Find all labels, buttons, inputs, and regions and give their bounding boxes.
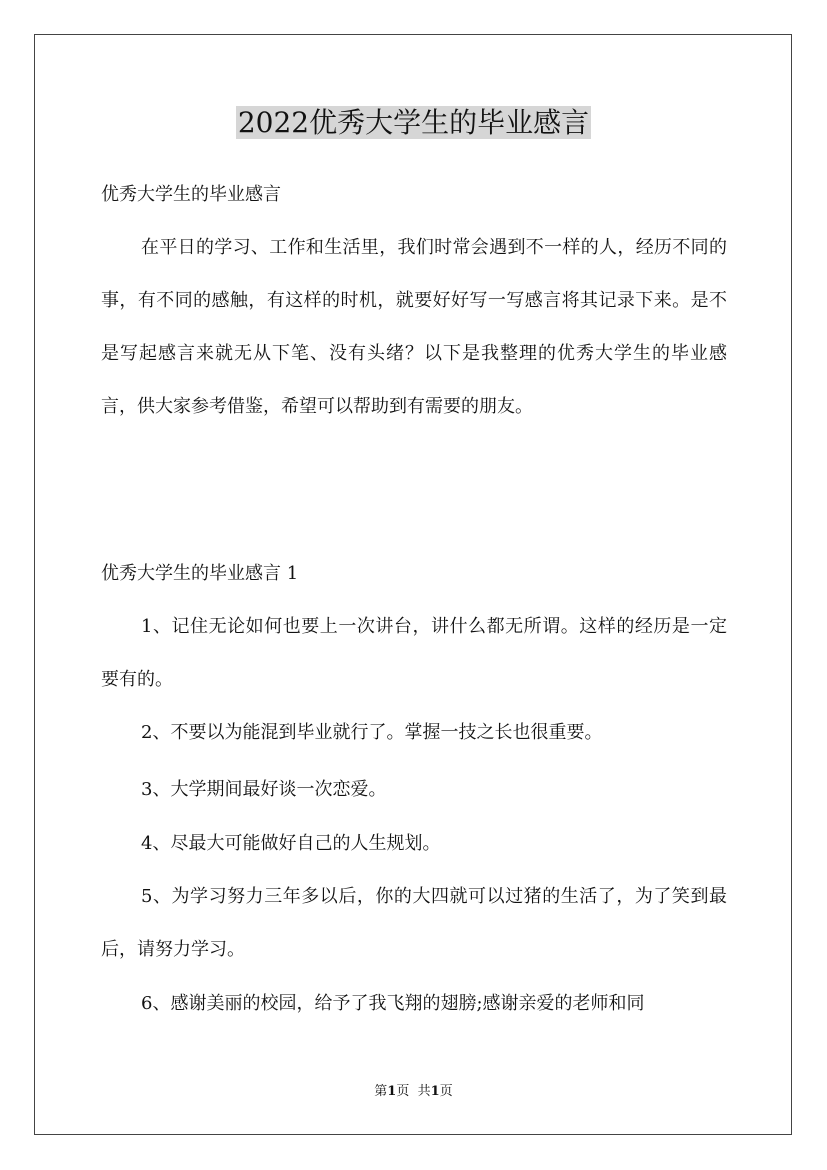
list-item: 5、为学习努力三年多以后，你的大四就可以过猪的生活了，为了笑到最后，请努力学习。 bbox=[101, 886, 727, 960]
footer-total-prefix: 共 bbox=[417, 1084, 431, 1099]
document-title bbox=[0, 103, 827, 143]
list-item: 4、尽最大可能做好自己的人生规划。 bbox=[141, 833, 441, 854]
page-footer bbox=[0, 1083, 827, 1101]
document-title-text: 2022优秀大学生的毕业感言 bbox=[237, 106, 590, 139]
intro-paragraph: 在平日的学习、工作和生活里，我们时常会遇到不一样的人，经历不同的事，有不同的感触，有这样的时机，就要好好写一写感言将其记录下来。是不是写起感言来就无从下笔、没有头绪？以下是我整理的优秀大学生的毕业感言，供大家参考借鉴，希望可以帮助到有需要的朋友。 bbox=[101, 237, 727, 417]
list-item: 2、不要以为能混到毕业就行了。掌握一技之长也很重要。 bbox=[141, 722, 603, 743]
list-item: 3、大学期间最好谈一次恋爱。 bbox=[141, 779, 387, 800]
footer-page-suffix: 页 bbox=[396, 1084, 410, 1099]
document-subtitle: 优秀大学生的毕业感言 bbox=[101, 184, 281, 205]
list-item: 1、记住无论如何也要上一次讲台，讲什么都无所谓。这样的经历是一定要有的。 bbox=[101, 616, 727, 690]
list-item: 6、感谢美丽的校园，给予了我飞翔的翅膀;感谢亲爱的老师和同 bbox=[141, 993, 645, 1014]
footer-page-prefix: 第 bbox=[374, 1084, 388, 1099]
section-heading: 优秀大学生的毕业感言 1 bbox=[101, 563, 299, 584]
footer-total-suffix: 页 bbox=[439, 1084, 453, 1099]
footer-total-pages: 1 bbox=[430, 1084, 440, 1099]
footer-page-number: 1 bbox=[387, 1084, 397, 1099]
